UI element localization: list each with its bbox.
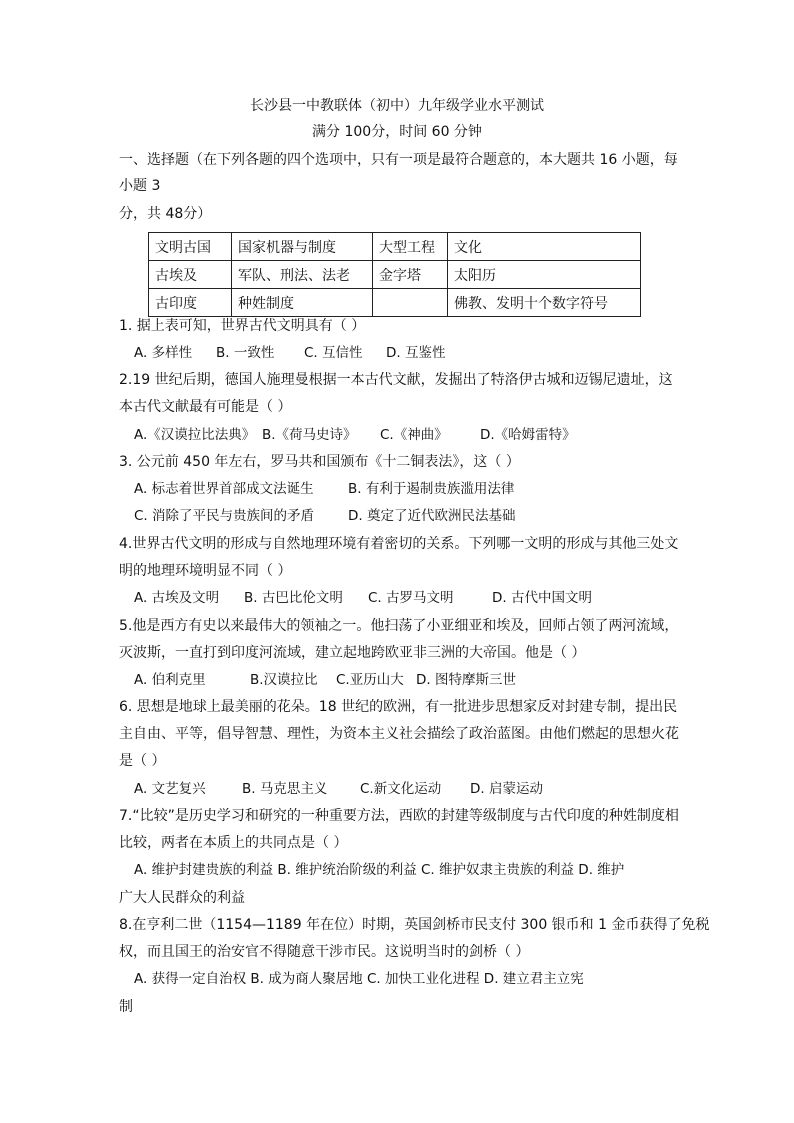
section-intro-line1: 一、选择题（在下列各题的四个选项中，只有一项是最符合题意的，本大题共 16 小题，每: [119, 152, 678, 168]
q1-options: [134, 343, 445, 363]
q8-stem-line1: 8.在亨利二世（1154—1189 年在位）时期，英国剑桥市民支付 300 银币和 1 金币获得了免税: [119, 917, 710, 933]
option: D. 古代中国文明: [492, 590, 592, 606]
section-intro-line2: 小题 3: [119, 178, 161, 194]
option: C. 消除了平民与贵族间的矛盾: [134, 508, 315, 524]
q6-stem-line2: 主自由、平等，倡导智慧、理性，为资本主义社会描绘了政治蓝图。由他们燃起的思想火花: [119, 726, 679, 742]
option: A. 文艺复兴: [134, 781, 206, 797]
option: D. 图特摩斯三世: [416, 672, 516, 688]
q4-stem-line2: 明的地理环境明显不同（ ）: [119, 563, 292, 579]
option: A. 多样性: [134, 345, 193, 361]
option: D. 奠定了近代欧洲民法基础: [348, 508, 516, 524]
table-cell: 文明古国: [149, 233, 232, 261]
table-row: [149, 261, 641, 289]
option: D. 互鉴性: [386, 345, 446, 361]
table-cell: 大型工程: [373, 233, 448, 261]
q3-options-row1: [134, 479, 514, 499]
q7-stem-line2: 比较，两者在本质上的共同点是（ ）: [119, 835, 348, 851]
table-cell: 军队、刑法、法老: [232, 261, 373, 289]
q7-stem-line1: 7.“比较”是历史学习和研究的一种重要方法，西欧的封建等级制度与古代印度的种姓制度相: [119, 808, 679, 824]
table-row: [149, 289, 641, 317]
table-cell: 国家机器与制度: [232, 233, 373, 261]
q6-stem-line3: 是（ ）: [119, 753, 166, 769]
option: C. 互信性: [304, 345, 363, 361]
option: B.《荷马史诗》: [262, 427, 357, 443]
q6-options: [134, 779, 543, 799]
civilization-table: [148, 232, 641, 317]
table-cell: 文化: [448, 233, 641, 261]
q4-stem-line1: 4.世界古代文明的形成与自然地理环境有着密切的关系。下列哪一文明的形成与其他三处文: [119, 536, 679, 552]
option: B. 古巴比伦文明: [244, 590, 343, 606]
table-cell: [373, 289, 448, 317]
table-cell: 金字塔: [373, 261, 448, 289]
exam-subtitle: 满分 100分，时间 60 分钟: [312, 124, 482, 140]
q3-options-row2: [134, 506, 515, 526]
option: A. 伯利克里: [134, 672, 206, 688]
option: B. 有利于遏制贵族滥用法律: [348, 481, 515, 497]
option: A.《汉谟拉比法典》: [134, 427, 256, 443]
option: D.《哈姆雷特》: [480, 427, 576, 443]
q5-stem-line2: 灭波斯，一直打到印度河流域，建立起地跨欧亚非三洲的大帝国。他是（ ）: [119, 645, 586, 661]
option: B. 一致性: [216, 345, 275, 361]
q8-stem-line2: 权，而且国王的治安官不得随意干涉市民。这说明当时的剑桥（ ）: [119, 944, 530, 960]
option: B. 马克思主义: [242, 781, 328, 797]
table-cell: 佛教、发明十个数字符号: [448, 289, 641, 317]
option: C. 古罗马文明: [368, 590, 454, 606]
q1-stem: 1. 据上表可知，世界古代文明具有（ ）: [119, 318, 366, 334]
table-cell: 古印度: [149, 289, 232, 317]
exam-title: 长沙县一中教联体（初中）九年级学业水平测试: [250, 98, 544, 114]
option: D. 启蒙运动: [470, 781, 543, 797]
q3-stem: 3. 公元前 450 年左右，罗马共和国颁布《十二铜表法》，这（ ）: [119, 454, 520, 470]
table-row: [149, 233, 641, 261]
q6-stem-line1: 6. 思想是地球上最美丽的花朵。18 世纪的欧洲，有一批进步思想家反对封建专制，提出民: [119, 699, 678, 715]
table-cell: 太阳历: [448, 261, 641, 289]
q5-stem-line1: 5.他是西方有史以来最伟大的领袖之一。他扫荡了小亚细亚和埃及，回师占领了两河流域，: [119, 618, 679, 634]
q5-options: [134, 670, 516, 690]
option: A. 标志着世界首部成文法诞生: [134, 481, 314, 497]
q7-options: A. 维护封建贵族的利益 B. 维护统治阶级的利益 C. 维护奴隶主贵族的利益 D. 维护: [134, 862, 625, 878]
option: C.亚历山大: [336, 672, 404, 688]
section-intro-line3: 分，共 48分）: [119, 206, 212, 222]
q7-options-cont: 广大人民群众的利益: [119, 890, 245, 906]
table-cell: 种姓制度: [232, 289, 373, 317]
option: B.汉谟拉比: [250, 672, 318, 688]
table-cell: 古埃及: [149, 261, 232, 289]
q4-options: [134, 588, 592, 608]
q2-stem-line2: 本古代文献最有可能是（ ）: [119, 399, 292, 415]
q2-stem-line1: 2.19 世纪后期，德国人施理曼根据一本古代文献，发掘出了特洛伊古城和迈锡尼遗址，这: [119, 372, 673, 388]
option: C.《神曲》: [380, 427, 448, 443]
q2-options: [134, 425, 576, 445]
q8-options-cont: 制: [119, 999, 133, 1015]
option: C.新文化运动: [360, 781, 442, 797]
q8-options: A. 获得一定自治权 B. 成为商人聚居地 C. 加快工业化进程 D. 建立君主立宪: [134, 971, 584, 987]
option: A. 古埃及文明: [134, 590, 220, 606]
